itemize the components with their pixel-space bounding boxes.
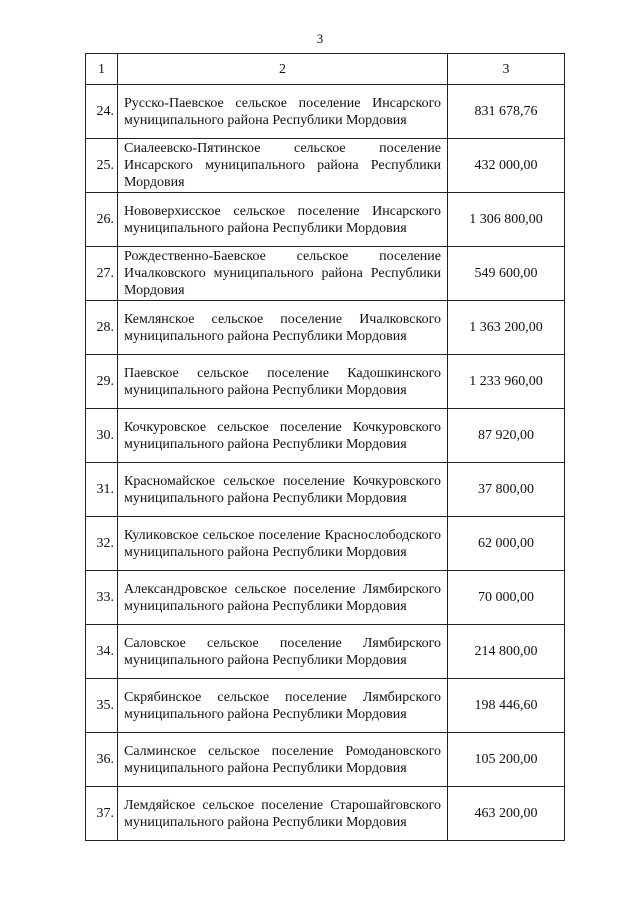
table-row — [86, 85, 565, 139]
table-row — [86, 571, 565, 625]
column-header-number: 1 — [86, 54, 118, 85]
row-number: 33. — [86, 571, 118, 625]
settlement-name: Куликовское сельское поселение Краснослободского муниципального района Республики Мордовия — [118, 517, 448, 571]
table-row — [86, 625, 565, 679]
settlement-name: Рождественно-Баевское сельское поселение Ичалковского муниципального района Республики Мордовия — [118, 247, 448, 301]
table-row — [86, 733, 565, 787]
settlement-name: Скрябинское сельское поселение Лямбирского муниципального района Республики Мордовия — [118, 679, 448, 733]
amount: 214 800,00 — [448, 625, 565, 679]
settlement-name: Сиалеевско-Пятинское сельское поселение Инсарского муниципального района Республики Мордовия — [118, 139, 448, 193]
row-number: 34. — [86, 625, 118, 679]
settlement-name: Салминское сельское поселение Ромодановского муниципального района Республики Мордовия — [118, 733, 448, 787]
table-row — [86, 355, 565, 409]
table-row — [86, 139, 565, 193]
amount: 831 678,76 — [448, 85, 565, 139]
row-number: 25. — [86, 139, 118, 193]
table-row — [86, 517, 565, 571]
row-number: 26. — [86, 193, 118, 247]
settlement-name: Саловское сельское поселение Лямбирского муниципального района Республики Мордовия — [118, 625, 448, 679]
table-row — [86, 247, 565, 301]
table-row — [86, 463, 565, 517]
amount: 37 800,00 — [448, 463, 565, 517]
amount: 70 000,00 — [448, 571, 565, 625]
column-header-name: 2 — [118, 54, 448, 85]
amount: 1 233 960,00 — [448, 355, 565, 409]
settlement-name: Красномайское сельское поселение Кочкуровского муниципального района Республики Мордовия — [118, 463, 448, 517]
table-row — [86, 787, 565, 841]
table-row — [86, 301, 565, 355]
amount: 1 306 800,00 — [448, 193, 565, 247]
table-row — [86, 409, 565, 463]
row-number: 28. — [86, 301, 118, 355]
column-header-amount: 3 — [448, 54, 565, 85]
table-row — [86, 193, 565, 247]
settlement-name: Паевское сельское поселение Кадошкинского муниципального района Республики Мордовия — [118, 355, 448, 409]
row-number: 35. — [86, 679, 118, 733]
amount: 432 000,00 — [448, 139, 565, 193]
amount: 549 600,00 — [448, 247, 565, 301]
settlement-name: Александровское сельское поселение Лямбирского муниципального района Республики Мордовия — [118, 571, 448, 625]
amount: 87 920,00 — [448, 409, 565, 463]
table-body — [86, 54, 565, 841]
row-number: 29. — [86, 355, 118, 409]
row-number: 27. — [86, 247, 118, 301]
page-number: 3 — [316, 31, 324, 46]
amount: 1 363 200,00 — [448, 301, 565, 355]
allocation-table — [85, 53, 565, 841]
settlement-name: Лемдяйское сельское поселение Старошайговского муниципального района Республики Мордовия — [118, 787, 448, 841]
settlement-name: Нововерхисское сельское поселение Инсарского муниципального района Республики Мордовия — [118, 193, 448, 247]
row-number: 37. — [86, 787, 118, 841]
row-number: 31. — [86, 463, 118, 517]
table-header-row — [86, 54, 565, 85]
row-number: 24. — [86, 85, 118, 139]
amount: 105 200,00 — [448, 733, 565, 787]
amount: 62 000,00 — [448, 517, 565, 571]
row-number: 32. — [86, 517, 118, 571]
settlement-name: Русско-Паевское сельское поселение Инсарского муниципального района Республики Мордовия — [118, 85, 448, 139]
row-number: 36. — [86, 733, 118, 787]
settlement-name: Кемлянское сельское поселение Ичалковского муниципального района Республики Мордовия — [118, 301, 448, 355]
amount: 198 446,60 — [448, 679, 565, 733]
amount: 463 200,00 — [448, 787, 565, 841]
table-row — [86, 679, 565, 733]
row-number: 30. — [86, 409, 118, 463]
settlement-name: Кочкуровское сельское поселение Кочкуровского муниципального района Республики Мордовия — [118, 409, 448, 463]
